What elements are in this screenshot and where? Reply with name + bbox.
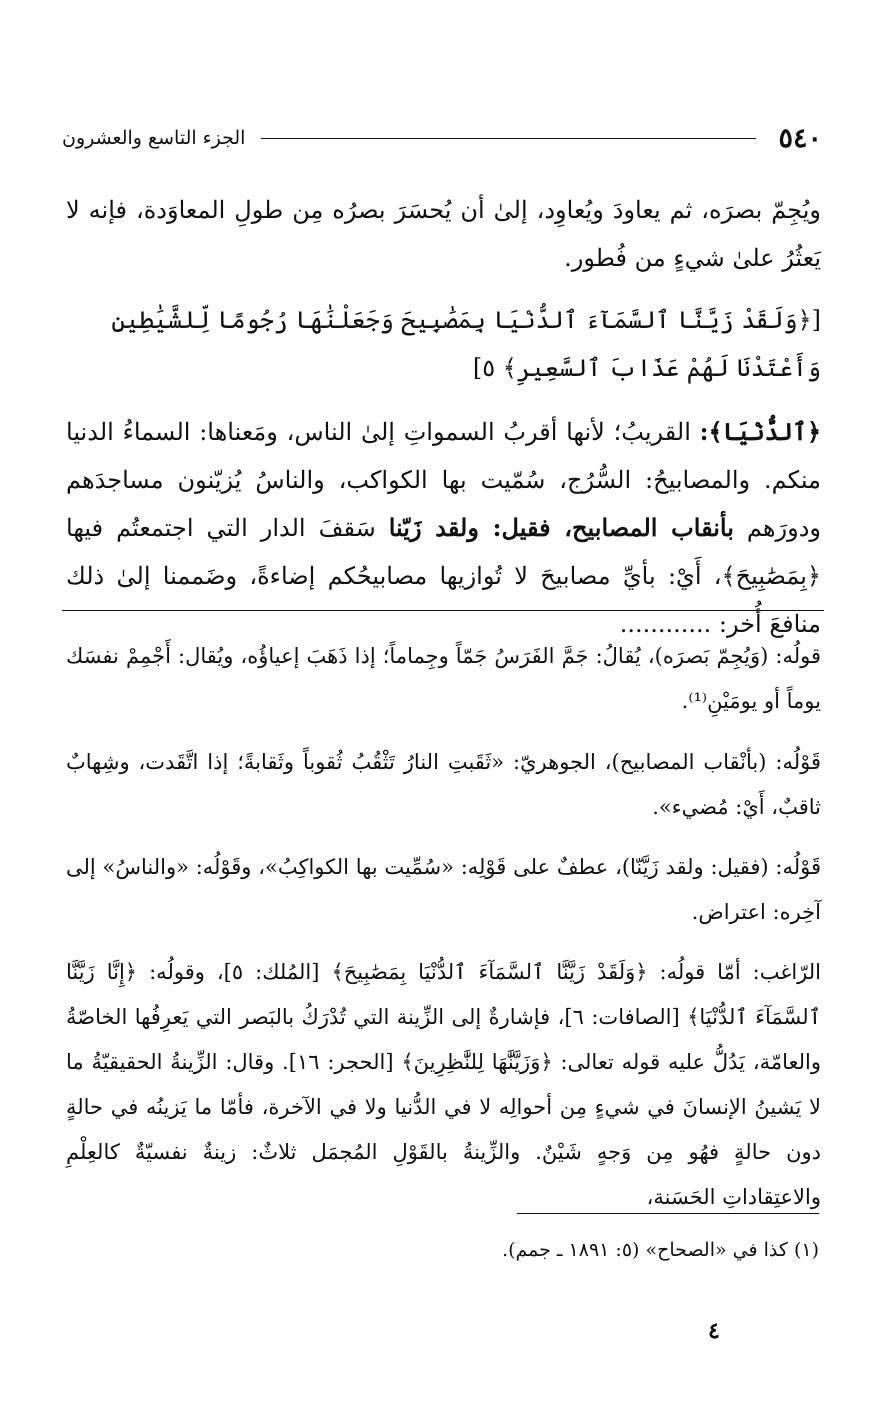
tafsir-text: القريبُ؛ لأنها أقربُ السمواتِ إلىٰ الناس، ومَعناها: السماءُ الدنيا منكم. والمصابيحُ: السُّرُج، سُمّيت بها الكواكب، والناسُ يُزيّنون مساجدَهم ودورَهم [66,418,821,542]
page-number: ٥٤٠ [778,122,822,154]
footnote-rule [517,1213,819,1214]
bold-phrase: بأنقاب المصابيح، فقيل: ولقد زَيّنا [388,513,734,542]
quran-verse: [﴿وَلَقَدْ زَيَّنَّا ٱلسَّمَآءَ ٱلدُّنْيَا بِمَصَٰبِيحَ وَجَعَلْنَٰهَا رُجُومًا لِّلشَّيَٰطِينِ وَأَعْتَدْنَا لَهُمْ عَذَابَ ٱلسَّعِيرِ﴾ ٥] [111,306,821,382]
separator-rule [62,610,824,611]
verse-term: ﴿ٱلدُّنْيَا﴾: [699,417,821,446]
signature-mark: ٤ [708,1318,720,1344]
tafsir-continuation: سَقفَ الدار التي اجتمعتُم فيها ﴿بِمَصَٰبِيحَ﴾، أَيْ: بأيِّ مصابيحَ لا تُوازيها مصابيحُكم إضاءةً، وضَممنا إلىٰ ذلك منافعَ أُخر: ............ [66,514,821,638]
commentary-4: الرّاغب: أمّا قولُه: ﴿وَلَقَدْ زَيَّنَّا ٱلسَّمَآءَ ٱلدُّنْيَا بِمَصَٰبِيحَ﴾ [المُلك: ٥]، وقولُه: ﴿إِنَّا زَيَّنَّا ٱلسَّمَآءَ ٱلدُّنْيَا﴾ [الصافات: ٦]، فإشارةٌ إلى الزِّينة التي تُدْرَكُ بالبَصر التي يَعرِفُها الخاصّةُ والعامّة، يَدُلُّ عليه قوله تعالى: ﴿وَزَيَّنَّٰهَا لِلنَّٰظِرِينَ﴾ [الحجر: ١٦]. وقال: الزِّينةُ الحقيقيّةُ ما لا يَشينُ الإنسانَ في شيءٍ مِن أحوالِه لا في الدُّنيا ولا في الآخرة، فأمّا ما يَزينُه في حالةٍ دون حالةٍ فهُو مِن وَجهٍ شَيْنٌ. والزِّينةُ بالقَوْلِ المُجمَل ثلاثٌ: زينةٌ نفسيّةٌ كالعِلْمِ والاعتِقاداتِ الحَسَنة، [66,960,822,1209]
commentary-1: قولُه: (وَيُجِمّ بَصرَه)، يُقالُ: جَمَّ الفَرَسُ جَمّاً وجِماماً؛ إذا ذَهَبَ إعياؤُه، ويُقال: أَجْمِمْ نفسَك يوماً أو يومَيْنِ⁽¹⁾. [66,644,821,713]
running-header [62,118,822,158]
header-rule [261,138,756,139]
commentary-2: قَوْلُه: (بأنْقاب المصابيح)، الجوهريّ: «ثَقَبتِ النارُ تَثْقُبُ ثُقوباً وثَقابةً؛ إذا اتَّقَدت، وشِهابٌ ثاقبٌ، أَيْ: مُضيء». [66,750,821,819]
commentary-3: قَوْلُه: (فقيل: ولقد زَيَّنّا)، عطفٌ على قَوْلِه: «سُمِّيت بها الكواكِبُ»، وقَوْلُه: «والناسُ» إلى آخِره: اعتراض. [66,855,821,924]
footnote: (١) كذا في «الصحاح» (٥: ١٨٩١ ـ جمم). [502,1239,819,1261]
main-paragraph-2 [66,408,821,648]
volume-title: الجزء التاسع والعشرون [62,127,246,149]
main-paragraph-1: ويُجِمّ بصرَه، ثم يعاودَ ويُعاوِد، إلىٰ أن يُحسَرَ بصرُه مِن طولِ المعاوَدة، فإنه لا يَعثُرُ علىٰ شيءٍ من فُطور. [66,196,821,272]
